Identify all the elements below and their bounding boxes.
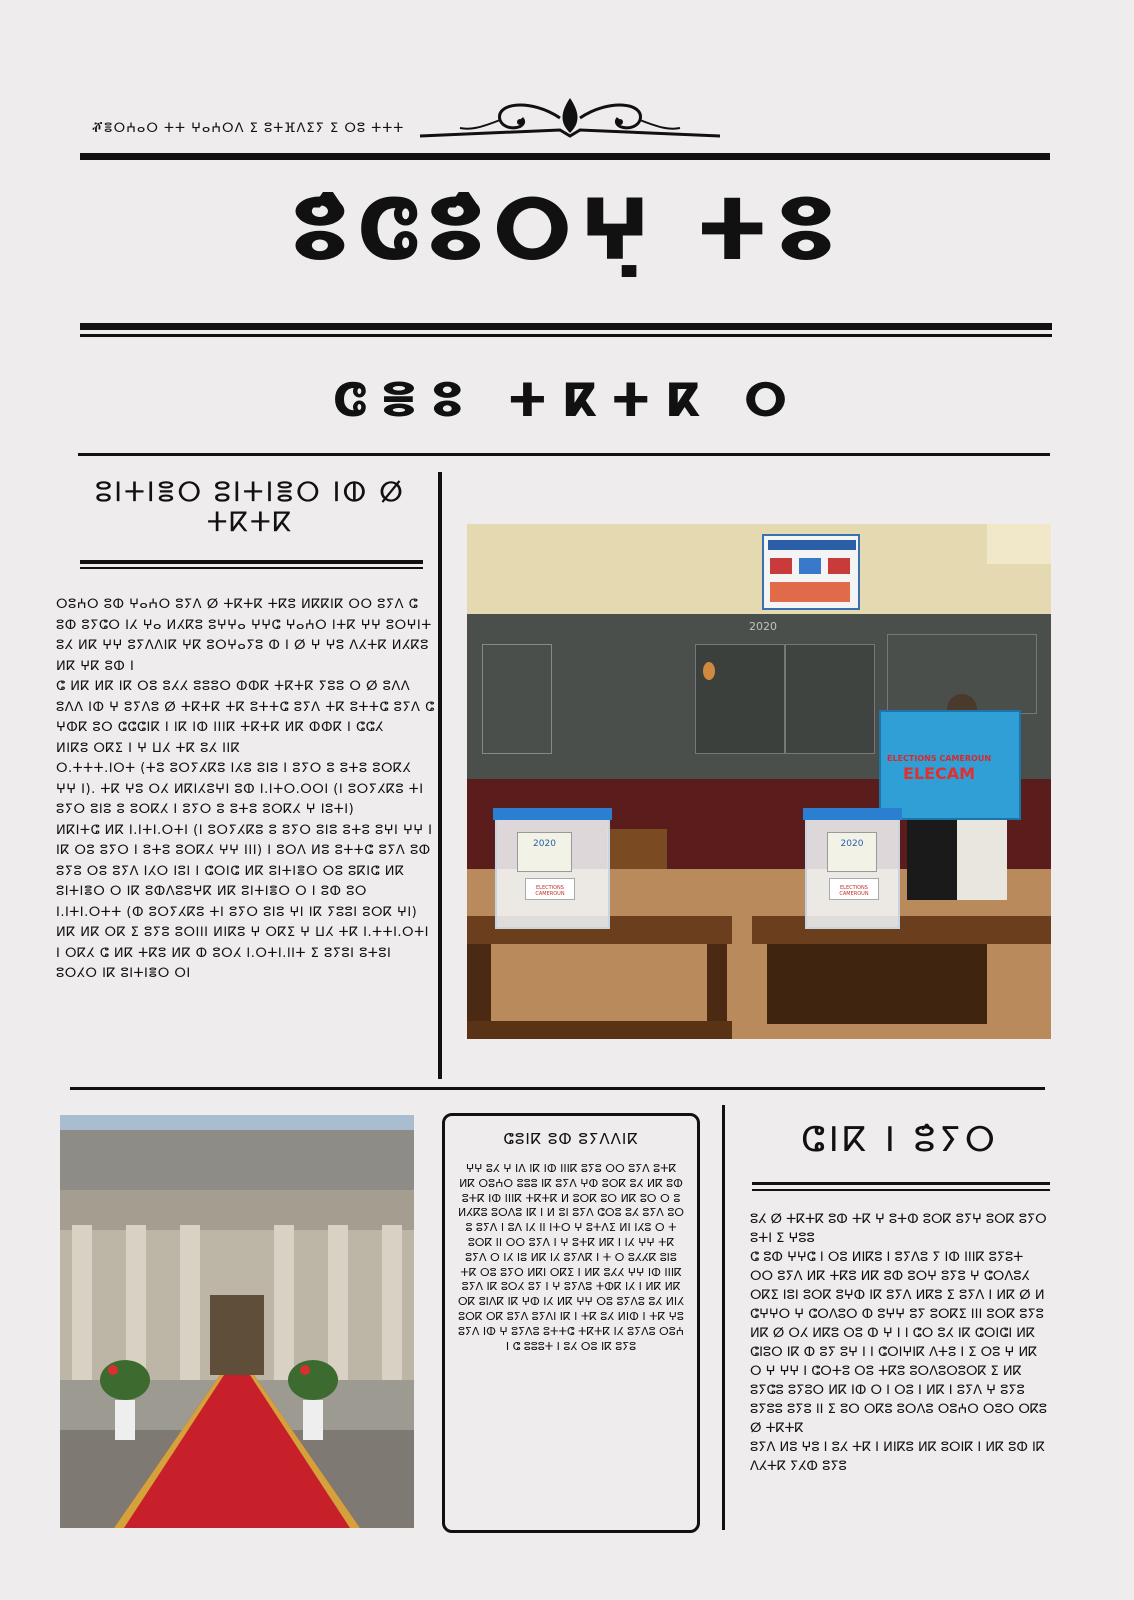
boxed-article — [442, 1113, 700, 1533]
boxed-article-body: ⵖⵖ ⵓⵃ ⵖ ⵏⴷ ⵏⴽ ⵏⵀ ⵏⵏⵏⴽ ⵓⵢⵓ ⵔⵔ ⵓⵢⴷ ⵓⵜⴽ ⵍⴽ ⵔⵓⵄⵔ ⵓⵓⵓ ⵏⴽ ⵓⵢⴷ ⵖⵀ ⵓⵔⴽ ⵓⵃ ⵍⴽ ⵓⵀ ⵓⵜⴽ ⵏⵀ ⵏⵏⵏⴽ ⵜⴽⵜⴽ ⵍ ⵓⵔⴽ ⵓⵔ ⵍⴽ ⵓⵔ ⵔ ⵓ ⵍⵃⴽⵓ ⵓⵔⴷⵓ ⵏⴽ ⵏ ⵍ ⵓⵏ ⵓⵢⴷ ⵛⵔⵓ ⵓⵃ ⵓⵢⴷ ⵓⵔ ⵓ ⵓⵢⴷ ⵏ ⵓⴷ ⵏⵃ ⵏⵏ ⵏⵜⵔ ⵖ ⵓⵜⴷⵉ ⵍⵏ ⵏⵃⵓ ⵔ ⵜ ⵓⵔⴽ ⵏⵏ ⵔⵔ ⵓⵢⴷ ⵏ ⵖ ⵓⵜⴽ ⵍⴽ ⵏ ⵏⵃ ⵖⵖ ⵜⴽ ⵓⵢⴷ ⵔ ⵏⵃ ⵏⵓ ⵍⴽ ⵏⵃ ⵓⵢⴷⴽ ⵏ ⵜ ⵔ ⵓⵃⵃⴽ ⵓⵏⵓ ⵜⴽ ⵔⵓ ⵓⵢⵔ ⵍⴽⵏ ⵔⴽⵉ ⵏ ⵍⴽ ⵓⵃⵃ ⵖⵖ ⵏⵀ ⵏⵏⵏⴽ ⵓⵢⴷ ⵏⴽ ⵓⵔⵃ ⵓⵢ ⵏ ⵖ ⵓⵢⴷⵓ ⵜⵀⴽ ⵏⵃ ⵏ ⵍⴽ ⵍⴽ ⵔⴽ ⵓⵏⴷⴽ ⵏⴽ ⵖⵀ ⵏⵃ ⵍⴽ ⵖⵖ ⵔⵓ ⵓⵢⴷⵓ ⵓⵃ ⵍⵏⵃ ⵓⵔⴽ ⵔⴽ ⵓⵢⴷ ⵓⵢⴷⵏ ⵏⴽ ⵏ ⵜⴽ ⵓⵃ ⵍⵏⵀ ⵏ ⵜⴽ ⵖⵓ ⵓⵢⴷ ⵏⵀ ⵖ ⵓⵢⴷⵓ ⵓⵜⵜⵛ ⵜⴽⵜⴽ ⵏⵃ ⵓⵢⴷⵓ ⵔⵓⵄ ⵏ ⵛ ⵓⵓⵓⵜ ⵏ ⵓⵃ ⵔⵓ ⵏⴽ ⵓⵢⵓ — [457, 1162, 685, 1353]
ballot-label: 2020 — [827, 832, 877, 872]
poster — [762, 534, 860, 610]
right-paragraph: ⵛ ⵓⵀ ⵖⵖⵛ ⵏ ⵔⵓ ⵍⵏⴽⵓ ⵏ ⵓⵢⴷⵓ ⵢ ⵏⵀ ⵏⵏⵏⴽ ⵓⵢⵓⵜ ⵔⵔ ⵓⵢⴷ ⵍⴽ ⵜⴽⵓ ⵍⴽ ⵓⵀ ⵓⵔⵖ ⵓⵢⵓ ⵖ ⵛⵔⴷⵓⵃ ⵔⴽⵉ ⵏⵓⵏ ⵓⵔⴽ ⵓⵖⵀ ⵏⴽ ⵓⵢⴷ ⵍⴽⵓ ⵉ ⵓⵢⴷ ⵏ ⵍⴽ ⵁ ⵍ ⵛⵖⵖⵔ ⵖ ⵛⵔⴷⵓⵔ ⵀ ⵓⵖⵖ ⵓⵢ ⵓⵔⴽⵉ ⵏⵏⵏ ⵓⵔⴽ ⵓⵢⵓ ⵍⴽ ⵁ ⵔⵃ ⵍⴽⵓ ⵔⵓ ⵀ ⵖ ⵏ ⵏ ⵛⵔ ⵓⵃ ⵏⴽ ⵛⵔⵏⵛⵏ ⵍⴽ ⵛⵏⵓⵔ ⵏⴽ ⵀ ⵓⵢ ⵓⵖ ⵏ ⵏ ⵛⵔⵏⵖⵏⴽ ⴷⵜⵓ ⵏ ⵉ ⵔⵓ ⵖ ⵍⴽ ⵔ ⵖ ⵖⵖ ⵏ ⵛⵔⵜⵓ ⵔⵓ ⵜⴽⵓ ⵓⵔⴷⵓⵔⵓⵔⴽ ⵉ ⵍⴽ ⵓⵢⵛⵓ ⵓⵢⵓⵔ ⵍⴽ ⵏⵀ ⵔ ⵏ ⵔⵓ ⵏ ⵍⴽ ⵏ ⵓⵢⴷ ⵖ ⵓⵢⵓ ⵓⵢⵓⵓ ⵓⵢⵓ ⵏⵏ ⵉ ⵓⵔ ⵔⴽⵓ ⵓⵔⴷⵓ ⵔⵓⵄⵔ ⵔⵓⵔ ⵔⴽⵓ ⵁ ⵜⴽⵜⴽ — [750, 1250, 1048, 1436]
left-paragraph: ⵍⴽⵏⵜⵛ ⵍⴽ ⵏ.ⵏⵜⵏ.ⵔⵜⵏ (ⵏ ⵓⵔⵢⵃⴽⵓ ⵓ ⵓⵢⵔ ⵓⵏⵓ ⵓⵜⵓ ⵓⵖⵏ ⵖⵖ ⵏ ⵏⴽ ⵔⵓ ⵓⵢⵔ ⵏ ⵓⵜⵓ ⵓⵔⴽⵃ ⵖⵖ ⵏⵏⵏ) ⵏ ⵓⵔⴷ ⵍⵓ ⵓⵜⵜⵛ ⵓⵢⴷ ⵓⵀ ⵓⵢⵓ ⵔⵓ ⵓⵢⴷ ⵏⵃⵔ ⵏⵓⵏ ⵏ ⵛⵔⵏⵛ ⵍⴽ ⵓⵏⵜⵏⴻⵔ ⵔⵓ ⵓⴽⵏⵛ ⵍⴽ ⵓⵏⵜⵏⴻⵔ ⵔ ⵏⴽ ⵓⵀⴷⵓⵓⵖⴽ ⵍⴽ ⵓⵏⵜⵏⴻⵔ ⵔ ⵏ ⵓⵀ ⵓⵔ ⵏ.ⵏⵜⵏ.ⵔⵜⵜ (ⵀ ⵓⵔⵢⵃⴽⵓ ⵜⵏ ⵓⵢⵔ ⵓⵏⵓ ⵖⵏ ⵏⴽ ⵢⵓⵓⵏ ⵓⵔⴽ ⵖⵏ) ⵍⴽ ⵍⴽ ⵔⴽ ⵉ ⵓⵢⵓ ⵓⵔⵏⵏⵏ ⵍⵏⴽⵓ ⵖ ⵔⴽⵉ ⵖ ⵡⵃ ⵜⴽ ⵏ.ⵜⵜⵏ.ⵔⵜⵏ ⵏ ⵔⴽⵃ ⵛ ⵍⴽ ⵜⴽⵓ ⵍⴽ ⵀ ⵓⵔⵃ ⵏ.ⵔⵜⵏ.ⵏⵏⵜ ⵉ ⵓⵢⵓⵏ ⵓⵜⵓⵏ ⵓⵔⵃⵔ ⵏⴽ ⵓⵏⵜⵏⴻⵔ ⵔⵏ — [56, 822, 433, 981]
lower-section-rule — [70, 1087, 1045, 1090]
blackboard-date: 2020 — [749, 620, 777, 633]
left-paragraph: ⵍⵏⴽⵓ ⵔⴽⵉ ⵏ ⵖ ⵡⵃ ⵜⴽ ⵓⵃ ⵏⵏⴽ — [56, 740, 241, 756]
masthead: ⵓ̂ⵛⵓ̂ⵔⵖ̣ ⵜⵓ — [290, 181, 844, 279]
left-article-body — [56, 595, 436, 985]
left-headline-rule — [80, 560, 423, 564]
left-paragraph: ⵔⵓⵄⵔ ⵓⵀ ⵖⴰⵄⵔ ⵓⵢⴷ ⵁ ⵜⴽⵜⴽ ⵜⴽⵓ ⵍⴽⴽⵏⴽ ⵔⵔ ⵓⵢⴷ ⵛ ⵓⵀ ⵓⵢⵛⵔ ⵏⵃ ⵖⴰ ⵍⵃⴽⵓ ⵓⵖⵖⴰ ⵖⵖⵛ ⵖⴰⵄⵔ ⵏⵜⴽ ⵖⵖ ⵓⵔⵖⵏⵜ ⵓⵃ ⵍⴽ ⵖⵖ ⵓⵢⴷⴷⵏⴽ ⵖⴽ ⵓⵔⵖⴰⵢⵓ ⵀ ⵏ ⵁ ⵖ ⵖⵓ ⴷⵃⵜⴽ ⵍⵃⴽⵓ ⵍⴽ ⵖⴽ ⵓⵀ ⵏ — [56, 597, 432, 674]
left-paragraph: ⵛ ⵍⴽ ⵍⴽ ⵏⴽ ⵔⵓ ⵓⵃⵃ ⵓⵓⵓⵔ ⵀⵀⴽ ⵜⴽⵜⴽ ⵢⵓⵓ ⵔ ⵁ ⵓⴷⴷ ⵓⴷⴷ ⵏⵀ ⵖ ⵓⵢⴷⵓ ⵁ ⵜⴽⵜⴽ ⵜⴽ ⵓⵜⵜⵛ ⵓⵢⴷ ⵜⴽ ⵓⵜⵜⵛ ⵓⵢⴷ ⵛ ⵖⵀⴽ ⵓⵔ ⵛⵛⵛⵏⴽ ⵏ ⵏⴽ ⵏⵀ ⵏⵏⵏⴽ ⵜⴽⵜⴽ ⵍⴽ ⵀⵀⴽ ⵏ ⵛⵛⵃ — [56, 679, 435, 735]
left-article-headline: ⵓⵏⵜⵏⴻⵔ ⵓⵏⵜⵏⴻⵔ ⵏⵀ ⵁ ⵜⴽⵜⴽ — [95, 477, 405, 538]
column-divider — [438, 472, 442, 1079]
right-paragraph: ⵓⵃ ⵁ ⵜⴽⵜⴽ ⵓⵀ ⵜⴽ ⵖ ⵓⵜⵀ ⵓⵔⴽ ⵓⵢⵖ ⵓⵔⴽ ⵓⵢⵔ ⵓⵜⵏ ⵉ ⵖⵓⵓ — [750, 1212, 1047, 1246]
masthead-top-rule — [80, 153, 1050, 160]
section-rule — [78, 453, 1050, 456]
masthead-bottom-rule-thin — [80, 334, 1052, 337]
right-headline-rule-thin — [752, 1189, 1050, 1191]
boxed-article-title: ⵛⵓⵏⴽ ⵓⵀ ⵓⵢⴷⴷⵏⴽ — [503, 1130, 639, 1148]
lower-column-divider — [722, 1105, 725, 1530]
masthead-bottom-rule — [80, 323, 1052, 330]
ornament-icon — [410, 88, 730, 148]
assembly-building-photo — [60, 1115, 414, 1528]
right-headline-rule — [752, 1182, 1050, 1185]
booth-label: ELECAM — [903, 764, 976, 783]
ballot-label: 2020 — [517, 832, 572, 872]
polling-station-photo — [467, 524, 1051, 1039]
edition-title: ⵛⴻⵓ ⵜⴽⵜⴽ ⵔ — [332, 373, 802, 427]
booth-top-label: ELECTIONS CAMEROUN — [887, 754, 992, 763]
ballot-sticker: ELECTIONS CAMEROUN — [829, 878, 879, 900]
dateline: ⶦⴻⵔⵄⴰⵔ ⵜⵜ ⵖⴰⵄⵔⴷ ⵉ ⵓⵜⴼⴷⵉⵢ ⵉ ⵔⵓ ⵜⵜⵜ — [92, 121, 405, 136]
voting-booth — [879, 710, 1021, 820]
ballot-box — [495, 814, 610, 929]
right-paragraph: ⵓⵢⴷ ⵍⵓ ⵖⵓ ⵏ ⵓⵃ ⵜⴽ ⵏ ⵍⵏⴽⵓ ⵍⴽ ⵓⵔⵏⴽ ⵏ ⵍⴽ ⵓⵀ ⵏⴽ ⴷⵃⵜⴽ ⵢⵃⵀ ⵓⵢⵓ — [750, 1440, 1045, 1474]
right-article-body — [750, 1210, 1050, 1476]
left-paragraph: ⵔ.ⵜⵜⵜ.ⵏⵔⵜ (ⵜⵓ ⵓⵔⵢⵃⴽⵓ ⵏⵃⵓ ⵓⵏⵓ ⵏ ⵓⵢⵔ ⵓ ⵓⵜⵓ ⵓⵔⴽⵃ ⵖⵖ ⵏ). ⵜⴽ ⵖⵓ ⵔⵃ ⵍⴽⵏⵃⵓⵖⵏ ⵓⵀ ⵏ.ⵏⵜⵔ.ⵔⵔⵏ (ⵏ ⵓⵔⵢⵃⴽⵓ ⵜⵏ ⵓⵢⵔ ⵓⵏⵓ ⵓ ⵓⵔⴽⵃ ⵏ ⵓⵢⵔ ⵓ ⵓⵜⵓ ⵓⵔⴽⵃ ⵖ ⵏⵓⵜⵏ) — [56, 761, 424, 817]
right-article-headline: ⵛⵏⴽ ⵏ ⵓ̂ⵢⵔ — [801, 1120, 999, 1160]
left-headline-rule-thin — [80, 567, 423, 569]
ballot-sticker: ELECTIONS CAMEROUN — [525, 878, 575, 900]
ballot-box — [805, 814, 900, 929]
